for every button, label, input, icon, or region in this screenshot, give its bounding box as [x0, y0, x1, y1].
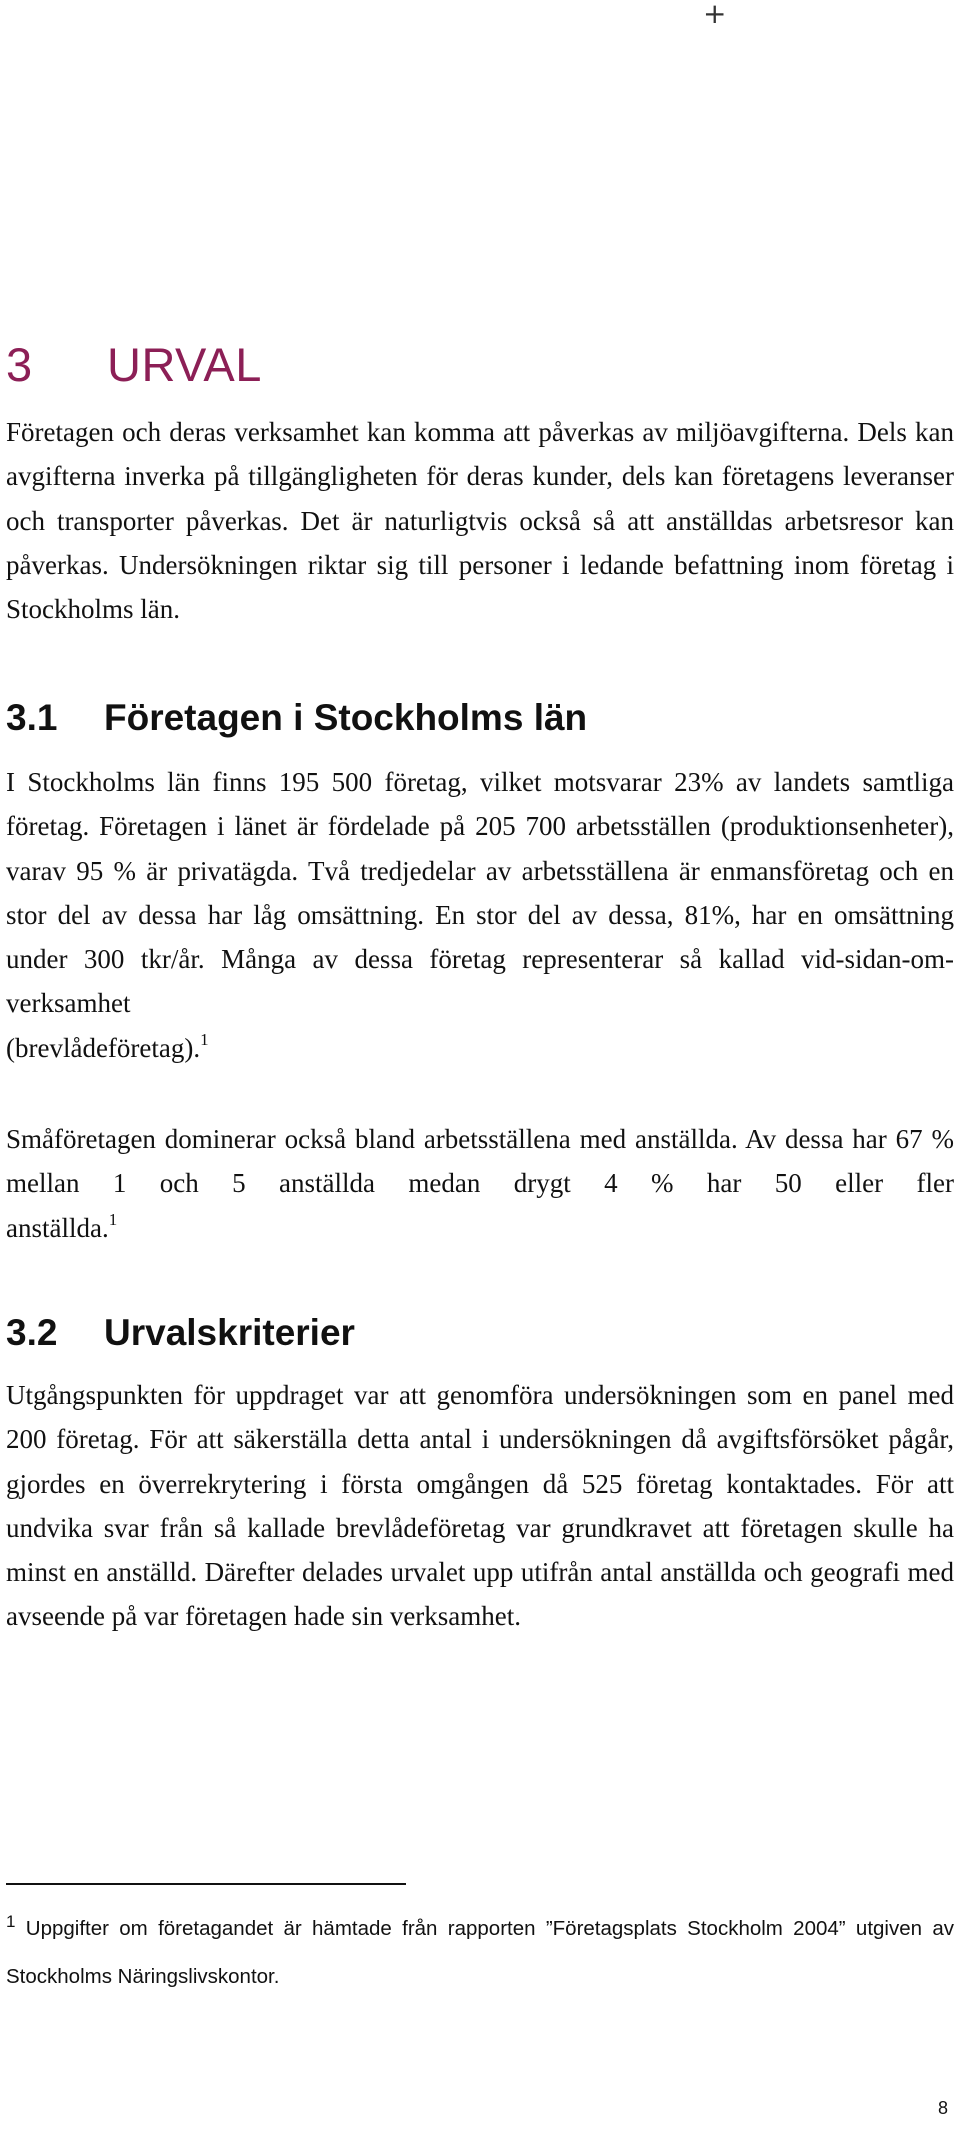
intro-paragraph: Företagen och deras verksamhet kan komma att påverkas av miljöavgifterna. Dels kan avgifterna inverka på tillgängligheten för deras kunder, dels kan företagens leveranser och transporter påverkas. Det är naturligtvis också så att anställdas arbetsresor kan påverkas. Undersökningen riktar sig till personer i ledande befattning inom företag i Stockholms län. — [6, 417, 954, 625]
section-number-3-1: 3.1 — [6, 697, 58, 738]
section-3-1-paragraph-1 — [6, 760, 954, 1070]
section-3-1-paragraph-1-main: I Stockholms län finns 195 500 företag, vilket motsvarar 23% av landets samtliga företag. Företagen i länet är fördelade på 205 700 arbetsställen (produktionsenheter), varav 95 % är privatägda. Två tredjedelar av arbetsställena är enmansföretag och en stor del av dessa har låg omsättning. En stor del av dessa, 81%, har en omsättning under 300 tkr/år. Många av dessa företag representerar så kallad vid-sidan-om-verksamhet — [6, 767, 954, 1019]
section-3-1-paragraph-1-end — [6, 1026, 954, 1070]
section-title-3-1: Företagen i Stockholms län — [104, 697, 588, 738]
section-3-2-paragraph: Utgångspunkten för uppdraget var att genomföra undersökningen som en panel med 200 företag. För att säkerställa detta antal i undersökningen då avgiftsförsöket pågår, gjordes en överrekrytering i första omgången då 525 företag kontaktades. För att undvika svar från så kallade brevlådeföretag var grundkravet att företagen skulle ha minst en anställd. Därefter delades urvalet upp utifrån antal anställda och geografi med avseende på var företagen hade sin verksamhet. — [6, 1380, 954, 1632]
section-heading-3-2 — [6, 1309, 355, 1357]
section-3-1-paragraph-2-end — [6, 1206, 954, 1250]
footnote-marker: 1 — [6, 1912, 16, 1932]
footnote-reference[interactable]: 1 — [108, 1209, 118, 1229]
section-number-3-2: 3.2 — [6, 1312, 58, 1353]
crop-mark: + — [703, 0, 727, 30]
section-heading-3-1 — [6, 694, 587, 742]
section-3-1-paragraph-2-last: anställda. — [6, 1212, 109, 1243]
chapter-heading — [6, 335, 262, 395]
section-3-1-paragraph-2-main: Småföretagen dominerar också bland arbetsställena med anställda. Av dessa har 67 % mellan 1 och 5 anställda medan drygt 4 % har 50 eller fler — [6, 1124, 954, 1199]
footnote-text: Uppgifter om företagandet är hämtade från rapporten ”Företagsplats Stockholm 2004” utgiven av Stockholms Näringslivskontor. — [6, 1917, 954, 1988]
chapter-number: 3 — [6, 338, 33, 391]
footnote — [6, 1905, 954, 2001]
section-title-3-2: Urvalskriterier — [104, 1312, 355, 1353]
section-3-1-paragraph-1-last: (brevlådeföretag). — [6, 1032, 201, 1063]
footnote-divider — [6, 1883, 406, 1885]
page-number: 8 — [937, 2098, 948, 2118]
chapter-title: URVAL — [107, 338, 262, 391]
footnote-reference[interactable]: 1 — [200, 1029, 209, 1049]
section-3-1-paragraph-2 — [6, 1117, 954, 1250]
